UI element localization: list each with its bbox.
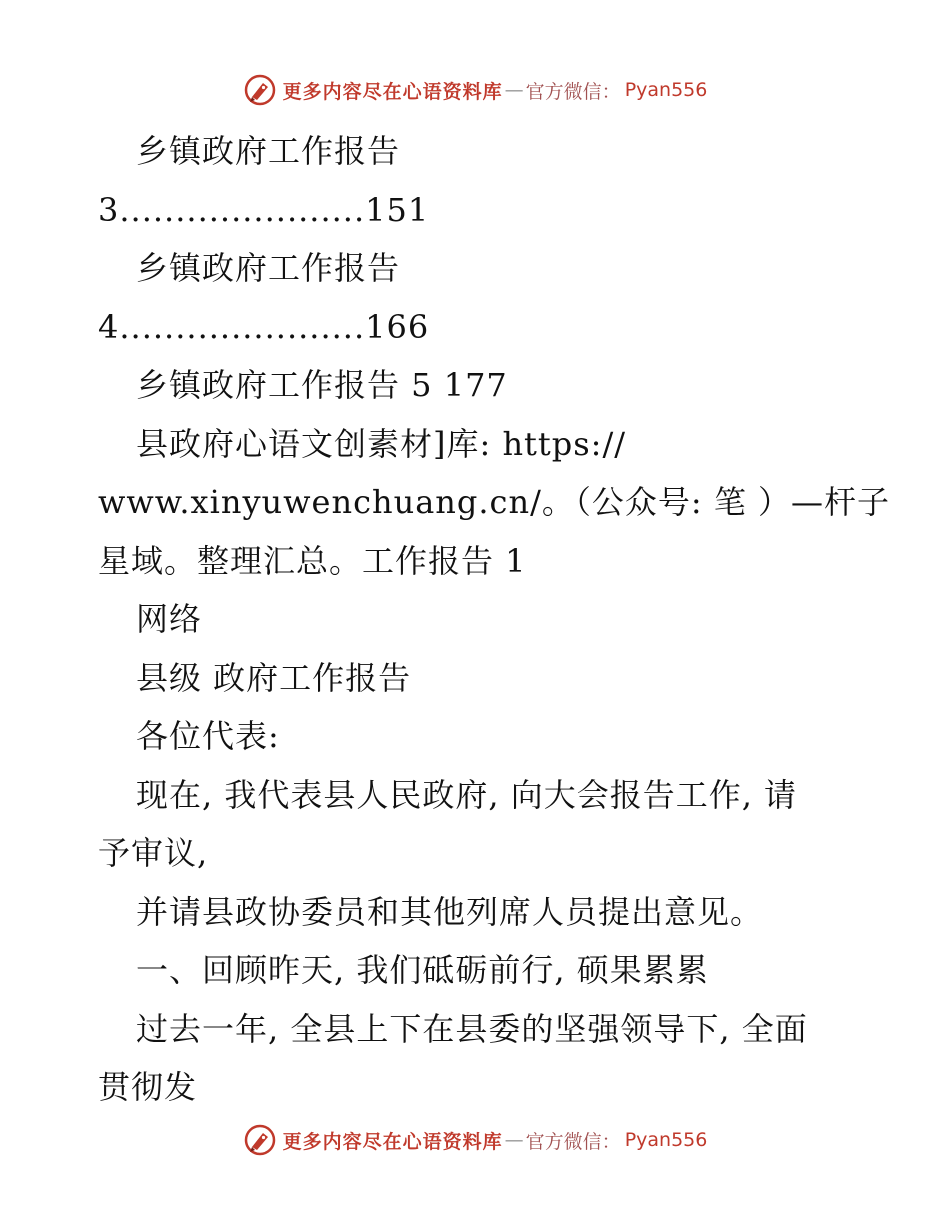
header-banner — [0, 70, 950, 110]
text-line: 并请县政协委员和其他列席人员提出意见。 — [136, 892, 764, 931]
text-line: 予审议, — [98, 834, 209, 872]
text-line: 乡镇政府工作报告 — [136, 132, 401, 170]
text-line: 现在, 我代表县人民政府, 向大会报告工作, 请 — [136, 775, 798, 814]
text-line: 乡镇政府工作报告 5 177 — [136, 366, 508, 404]
banner-official-label: 官方微信： — [525, 80, 621, 103]
text-line: 县级 政府工作报告 — [136, 658, 412, 697]
text-line: 县政府心语文创素材]库: https:// — [136, 424, 627, 463]
text-line: 各位代表: — [136, 717, 280, 755]
banner-brand-text: 更多内容尽在心语资料库 — [282, 1130, 503, 1153]
document-body — [98, 122, 890, 1117]
banner-separator: — — [504, 1129, 524, 1151]
text-line: 贯彻发 — [98, 1068, 198, 1106]
banner-separator: — — [504, 79, 524, 101]
text-line: 过去一年, 全县上下在县委的坚强领导下, 全面 — [136, 1009, 808, 1048]
pen-nib-logo-icon — [243, 73, 277, 107]
text-line: 乡镇政府工作报告 — [136, 249, 401, 287]
banner-wechat-id: Pyan556 — [624, 1129, 708, 1151]
banner-brand-text: 更多内容尽在心语资料库 — [282, 80, 503, 103]
text-line: www.xinyuwenchuang.cn/。（公众号: 笔 ）—杆子 — [98, 483, 890, 521]
text-line: 3......................151 — [98, 190, 430, 229]
banner-wechat-id: Pyan556 — [624, 79, 708, 101]
text-line: 星域。整理汇总。工作报告 1 — [98, 541, 527, 580]
text-line: 4......................166 — [98, 307, 430, 346]
banner-official-label: 官方微信： — [525, 1130, 621, 1153]
pen-nib-logo-icon — [243, 1123, 277, 1157]
text-line: 网络 — [136, 600, 203, 638]
text-line: 一、回顾昨天, 我们砥砺前行, 硕果累累 — [136, 951, 709, 989]
footer-banner — [0, 1120, 950, 1160]
